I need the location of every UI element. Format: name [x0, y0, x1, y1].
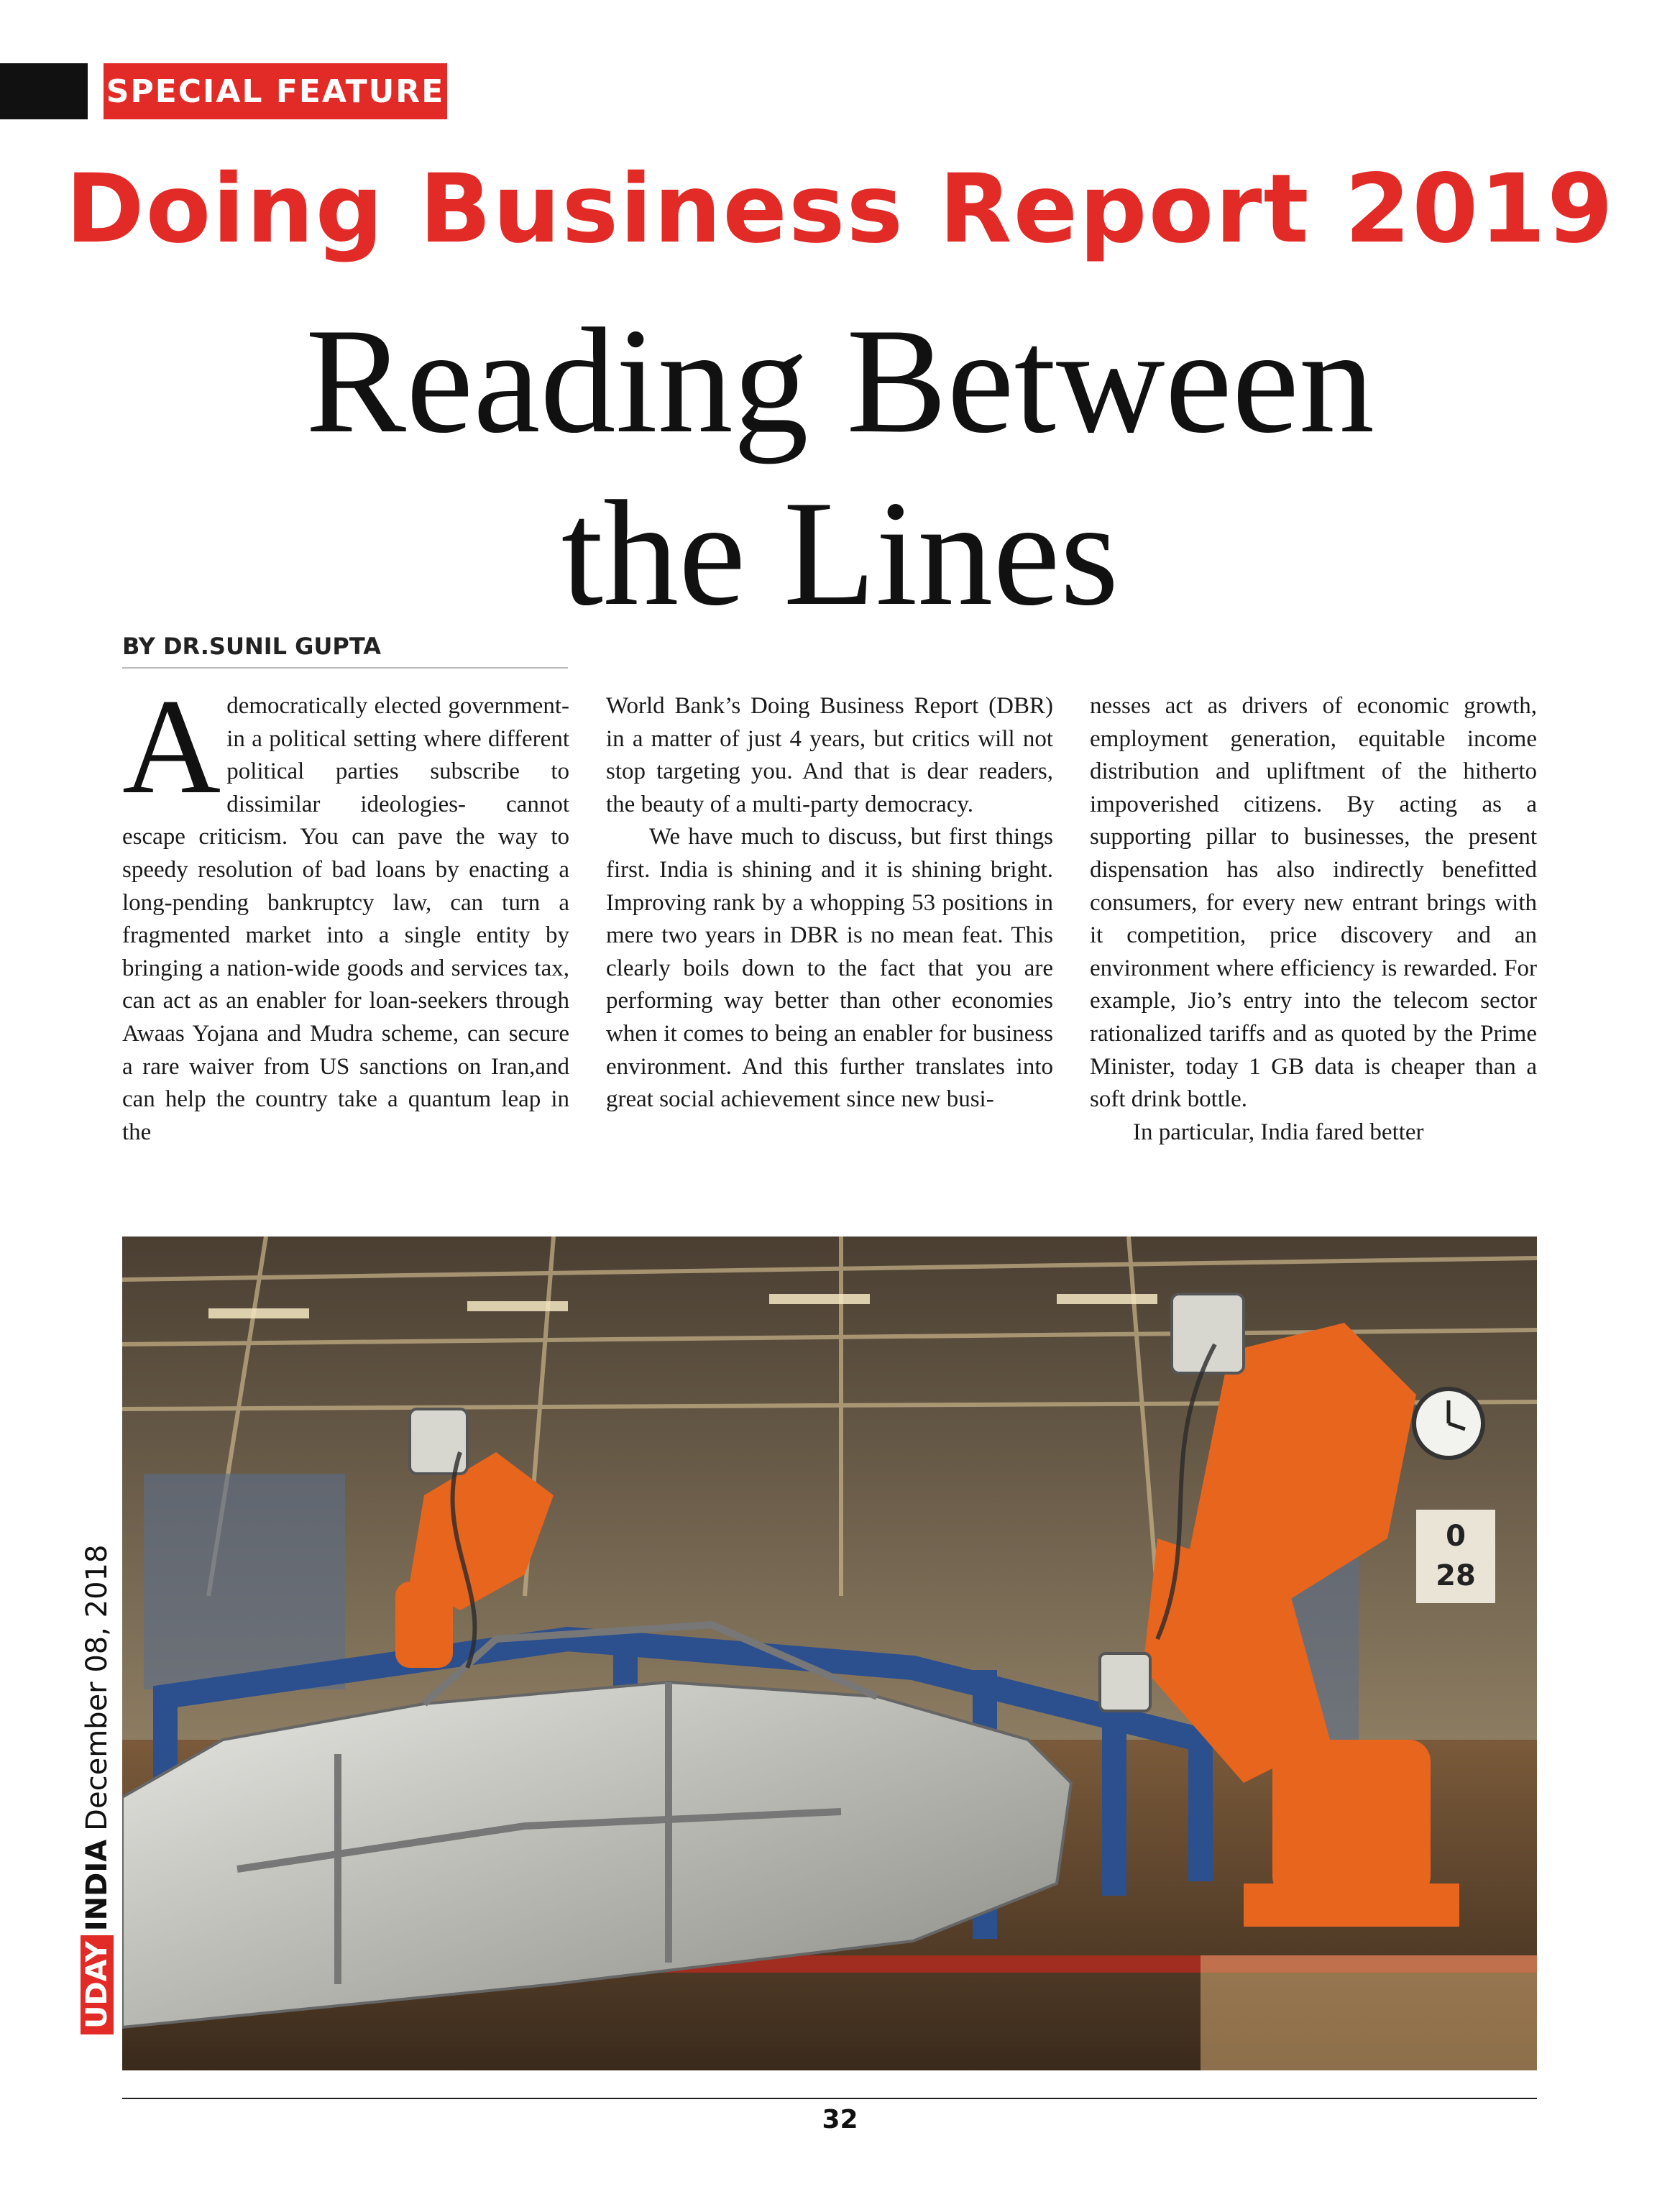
magazine-logo-uday: UDAY: [81, 1935, 114, 2034]
section-tag: SPECIAL FEATURE: [104, 63, 447, 119]
byline: BY DR.SUNIL GUPTA: [122, 633, 381, 660]
headline-line-1: Reading Between: [305, 298, 1375, 464]
paragraph: World Bank’s Doing Business Report (DBR) in a matter of just 4 years, but critics will not stop targeting you. And that is dear readers, the beauty of a multi-party democracy.: [606, 693, 1053, 817]
issue-date-sidebar: [81, 1545, 114, 2034]
article-body: [122, 671, 1537, 1215]
byline-divider: [122, 667, 568, 669]
column-1: [122, 671, 569, 1215]
section-marker-block: [0, 63, 88, 119]
photo-sign-top: 0: [1446, 1520, 1466, 1553]
column-2: [606, 690, 1053, 1215]
paragraph: nesses act as drivers of economic growth, employment generation, equitable income distribution and upliftment of the hitherto impoverished citizens. By acting as a supporting pillar to businesses, the present dispensation has also indirectly benefitted consumers, for every new entrant brings with it competition, price discovery and an environment where efficiency is rewarded. For example, Jio’s entry into the telecom sector rationalized tariffs and as quoted by the Prime Minister, today 1 GB data is cheaper than a soft drink bottle.: [1090, 693, 1537, 1113]
drop-cap: A: [122, 671, 221, 822]
paragraph-text: democratically elected government- in a political setting where different political parties subscribe to dissimilar ideologies- cannot escape criticism. You can pave the way to speedy resolution of bad loans by enacting a long-pending bankruptcy law, can turn a fragmented market into a single entity by bringing a nation-wide goods and services tax, can act as an enabler for loan-seekers through Awaas Yojana and Mudra scheme, can secure a rare waiver from US sanctions on Iran,and can help the country take a quantum leap in the: [122, 693, 569, 1145]
article-kicker: Doing Business Report 2019: [65, 154, 1615, 265]
page-number: 32: [822, 2105, 858, 2134]
footer-divider: [122, 2098, 1537, 2099]
paragraph: [122, 671, 569, 1149]
paragraph: We have much to discuss, but first things first. India is shining and it is shining bright. Improving rank by a whopping 53 positions in mere two years in DBR is no mean feat. This clearly boils down to the fact that you are performing way better than other economies when it comes to being an enabler for business environment. And this further translates into great social achievement since new busi-: [606, 824, 1053, 1113]
photo-sign-bottom: 28: [1436, 1559, 1476, 1592]
headline-line-2: the Lines: [561, 470, 1119, 637]
article-headline: [0, 295, 1680, 640]
column-3: [1090, 690, 1537, 1215]
magazine-logo-india: INDIA: [81, 1839, 114, 1932]
issue-date: December 08, 2018: [81, 1544, 114, 1831]
factory-robots-photo: [122, 1236, 1537, 2070]
paragraph: In particular, India fared better: [1133, 1119, 1424, 1145]
